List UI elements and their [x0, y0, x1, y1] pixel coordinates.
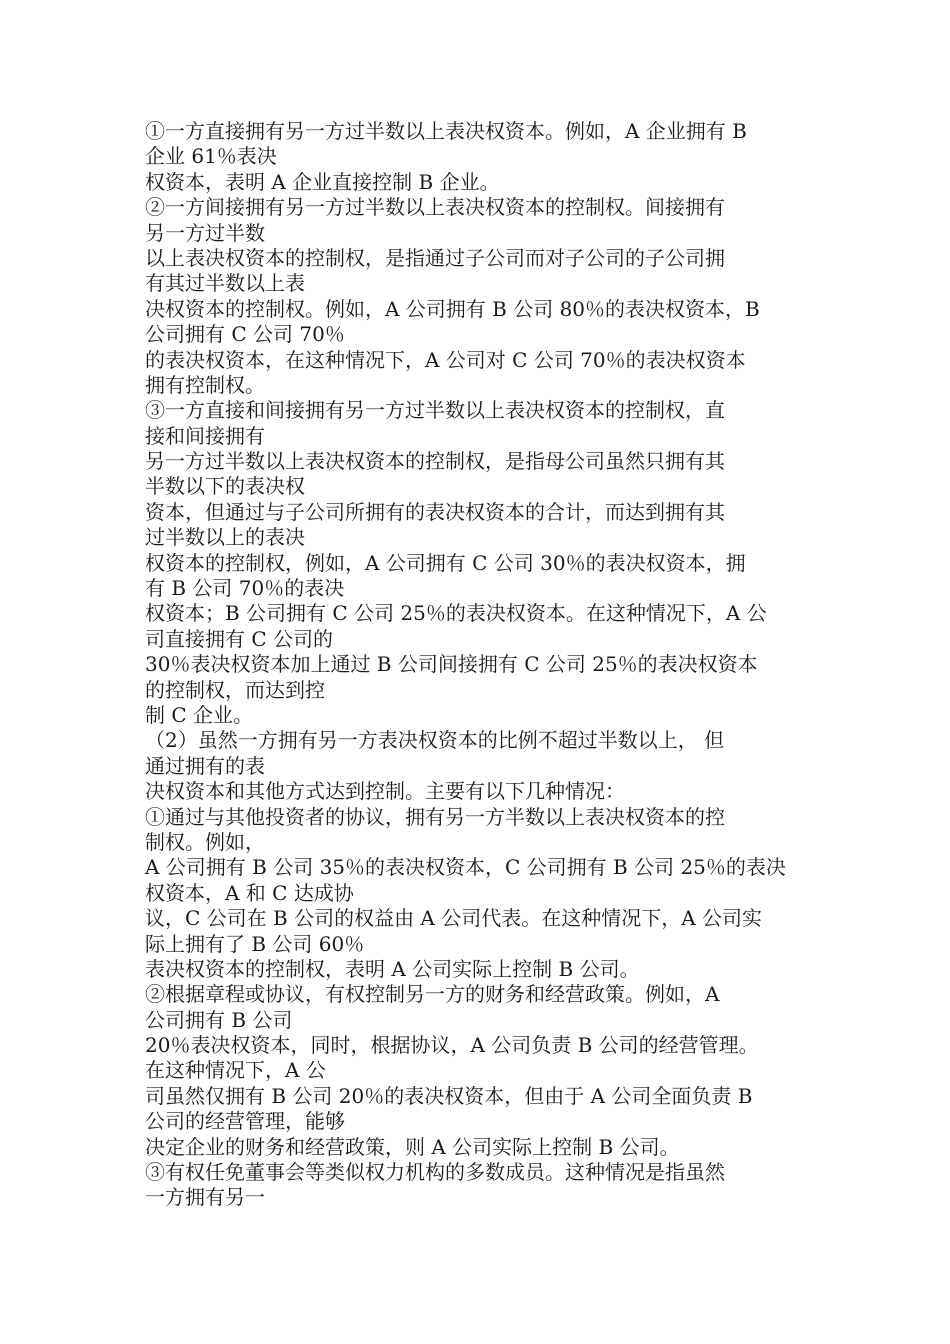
text-line: 通过拥有的表 — [145, 753, 265, 778]
text-line: 际上拥有了 B 公司 60％ — [145, 931, 365, 956]
text-line: 有 B 公司 70％的表决 — [145, 576, 345, 601]
text-line: 一方拥有另一 — [145, 1185, 265, 1210]
text-line: ③有权任免董事会等类似权力机构的多数成员。这种情况是指虽然 — [145, 1160, 725, 1185]
text-line: 拥有控制权。 — [145, 372, 265, 397]
text-line: 决定企业的财务和经营政策，则 A 公司实际上控制 B 公司。 — [145, 1134, 680, 1159]
text-line: 权资本，表明 A 企业直接控制 B 企业。 — [145, 169, 500, 194]
text-line: 在这种情况下，A 公 — [145, 1058, 326, 1083]
text-line: 公司拥有 C 公司 70％ — [145, 322, 345, 347]
text-line: 司虽然仅拥有 B 公司 20％的表决权资本，但由于 A 公司全面负责 B — [145, 1083, 753, 1108]
text-line: 的控制权，而达到控 — [145, 677, 325, 702]
text-line: 公司的经营管理，能够 — [145, 1109, 345, 1134]
text-line: 半数以下的表决权 — [145, 474, 305, 499]
text-line: ②根据章程或协议，有权控制另一方的财务和经营政策。例如，A — [145, 982, 720, 1007]
text-line: 30％表决权资本加上通过 B 公司间接拥有 C 公司 25％的表决权资本 — [145, 652, 758, 677]
text-line: 以上表决权资本的控制权，是指通过子公司而对子公司的子公司拥 — [145, 245, 725, 270]
text-line: 权资本；B 公司拥有 C 公司 25％的表决权资本。在这种情况下，A 公 — [145, 601, 767, 626]
text-line: 过半数以上的表决 — [145, 525, 305, 550]
text-line: 议，C 公司在 B 公司的权益由 A 公司代表。在这种情况下，A 公司实 — [145, 906, 763, 931]
text-line: ②一方间接拥有另一方过半数以上表决权资本的控制权。间接拥有 — [145, 195, 725, 220]
text-line: 制权。例如， — [145, 829, 265, 854]
text-line: 权资本的控制权，例如，A 公司拥有 C 公司 30％的表决权资本，拥 — [145, 550, 746, 575]
text-line: 另一方过半数 — [145, 220, 265, 245]
text-line: ①通过与其他投资者的协议，拥有另一方半数以上表决权资本的控 — [145, 804, 725, 829]
text-line: 表决权资本的控制权，表明 A 公司实际上控制 B 公司。 — [145, 956, 640, 981]
document-body — [145, 119, 815, 1211]
text-line: 的表决权资本，在这种情况下，A 公司对 C 公司 70％的表决权资本 — [145, 347, 746, 372]
text-line: 制 C 企业。 — [145, 702, 254, 727]
text-line: 决权资本和其他方式达到控制。主要有以下几种情况： — [145, 779, 625, 804]
text-line: 有其过半数以上表 — [145, 271, 305, 296]
text-line: 企业 61％表决 — [145, 144, 277, 169]
text-line: 另一方过半数以上表决权资本的控制权，是指母公司虽然只拥有其 — [145, 449, 725, 474]
text-line: （2）虽然一方拥有另一方表决权资本的比例不超过半数以上， 但 — [145, 728, 725, 753]
text-line: ③一方直接和间接拥有另一方过半数以上表决权资本的控制权，直 — [145, 398, 725, 423]
text-line: 接和间接拥有 — [145, 423, 265, 448]
text-line: ①一方直接拥有另一方过半数以上表决权资本。例如，A 企业拥有 B — [145, 119, 747, 143]
text-line: 公司拥有 B 公司 — [145, 1007, 293, 1032]
text-line: 20％表决权资本，同时，根据协议，A 公司负责 B 公司的经营管理。 — [145, 1033, 759, 1058]
text-line: A 公司拥有 B 公司 35％的表决权资本，C 公司拥有 B 公司 25％的表决 — [145, 855, 786, 880]
text-line: 司直接拥有 C 公司的 — [145, 626, 334, 651]
text-line: 决权资本的控制权。例如，A 公司拥有 B 公司 80％的表决权资本，B — [145, 296, 760, 321]
text-line: 资本，但通过与子公司所拥有的表决权资本的合计，而达到拥有其 — [145, 499, 725, 524]
text-line: 权资本，A 和 C 达成协 — [145, 880, 354, 905]
